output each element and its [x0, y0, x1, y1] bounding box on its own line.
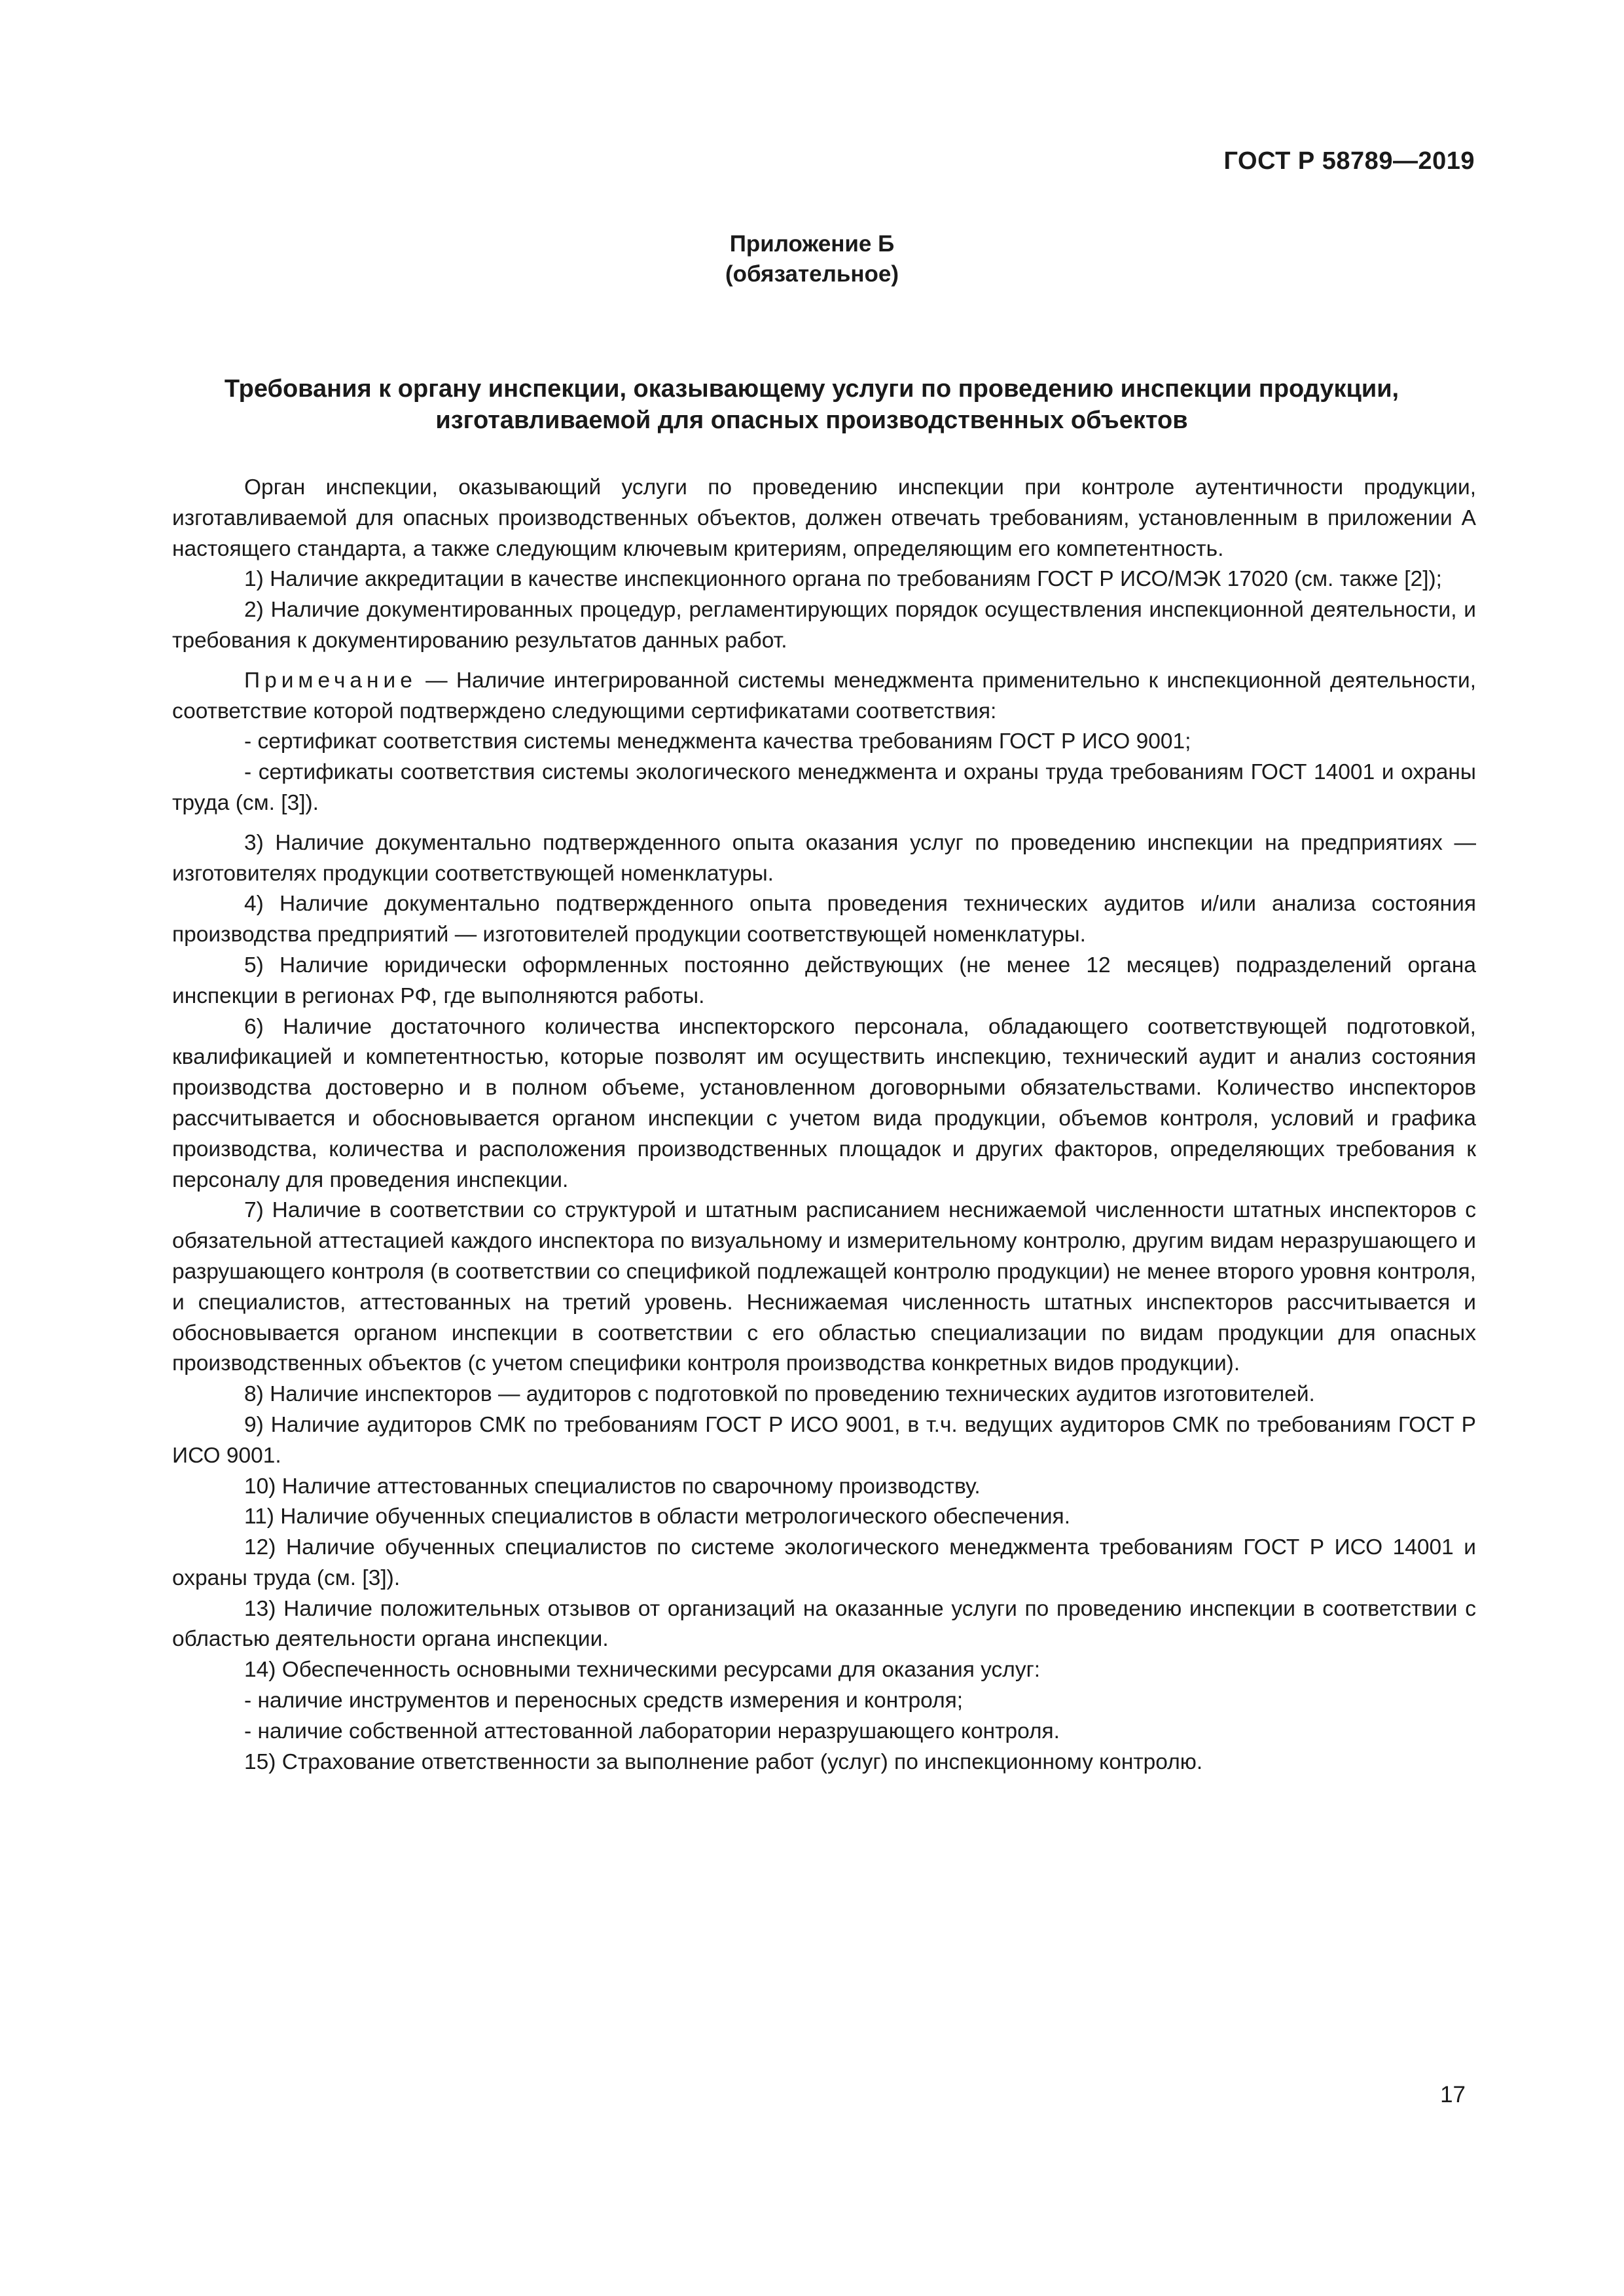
- body-text: [172, 473, 1476, 1777]
- note-paragraph: [172, 666, 1476, 727]
- resource-bullet: - наличие инструментов и переносных средств измерения и контроля;: [244, 1688, 964, 1713]
- requirement-item: 4) Наличие документально подтвержденного опыта проведения технических аудитов и/или анализа состояния производства предприятий — изготовителей продукции соответствующей номенклатуры.: [172, 892, 1476, 947]
- requirement-item: 2) Наличие документированных процедур, регламентирующих порядок осуществления инспекционной деятельности, и требования к документированию результатов данных работ.: [172, 598, 1476, 653]
- annex-status: (обязательное): [725, 261, 899, 287]
- note-text: — Наличие интегрированной системы менеджмента применительно к инспекционной деятельности, соответствие которой подтверждено следующими сертификатами соответствия:: [172, 668, 1476, 723]
- requirement-item: 11) Наличие обученных специалистов в области метрологического обеспечения.: [244, 1504, 1071, 1529]
- note-label: Примечание: [244, 668, 417, 693]
- requirement-item: 12) Наличие обученных специалистов по системе экологического менеджмента требованиям ГОСТ Р ИСО 14001 и охраны труда (см. [3]).: [172, 1535, 1476, 1590]
- requirement-item: 14) Обеспеченность основными техническими ресурсами для оказания услуг:: [244, 1658, 1041, 1683]
- annex-label: Приложение Б: [729, 231, 895, 257]
- standard-code: ГОСТ Р 58789—2019: [1223, 147, 1475, 175]
- section-title: [170, 373, 1453, 436]
- intro-paragraph: Орган инспекции, оказывающий услуги по проведению инспекции при контроле аутентичности продукции, изготавливаемой для опасных производственных объектов, должен отвечать требованиям, установленным в приложении А настоящего стандарта, а также следующим ключевым критериям, определяющим его компетентность.: [172, 475, 1476, 561]
- requirement-item: 3) Наличие документально подтвержденного опыта оказания услуг по проведению инспекции на предприятиях — изготовителях продукции соответствующей номенклатуры.: [172, 830, 1476, 886]
- page-number: 17: [1440, 2082, 1466, 2107]
- requirement-item: 15) Страхование ответственности за выполнение работ (услуг) по инспекционному контролю.: [244, 1749, 1203, 1774]
- requirement-item: 9) Наличие аудиторов СМК по требованиям ГОСТ Р ИСО 9001, в т.ч. ведущих аудиторов СМК по требованиям ГОСТ Р ИСО 9001.: [172, 1412, 1476, 1468]
- note-bullet: - сертификаты соответствия системы экологического менеджмента и охраны труда требованиям ГОСТ 14001 и охраны труда (см. [3]).: [172, 760, 1476, 815]
- requirement-item: 8) Наличие инспекторов — аудиторов с подготовкой по проведению технических аудитов изготовителей.: [244, 1382, 1315, 1407]
- requirement-item: 13) Наличие положительных отзывов от организаций на оказанные услуги по проведению инспекции в соответствии с областью деятельности органа инспекции.: [172, 1596, 1476, 1652]
- section-title-line-2: изготавливаемой для опасных производственных объектов: [435, 407, 1188, 434]
- note-bullet: - сертификат соответствия системы менеджмента качества требованиям ГОСТ Р ИСО 9001;: [244, 729, 1191, 754]
- requirement-item: 5) Наличие юридически оформленных постоянно действующих (не менее 12 месяцев) подразделений органа инспекции в регионах РФ, где выполняются работы.: [172, 953, 1476, 1008]
- requirement-item: 1) Наличие аккредитации в качестве инспекционного органа по требованиям ГОСТ Р ИСО/МЭК 17020 (см. также [2]);: [244, 567, 1442, 592]
- annex-heading: [0, 229, 1624, 289]
- note-block: [172, 666, 1476, 819]
- requirement-item: 10) Наличие аттестованных специалистов по сварочному производству.: [244, 1474, 981, 1499]
- resource-bullet: - наличие собственной аттестованной лаборатории неразрушающего контроля.: [244, 1719, 1060, 1743]
- section-title-line-1: Требования к органу инспекции, оказывающему услуги по проведению инспекции продукции,: [224, 375, 1399, 403]
- requirement-item: 6) Наличие достаточного количества инспекторского персонала, обладающего соответствующей подготовкой, квалификацией и компетентностью, которые позволят им осуществить инспекцию, технический аудит и анализ состояния производства достоверно и в полном объеме, установленном договорными обязательствами. Количество инспекторов рассчитывается и обосновывается органом инспекции с учетом вида продукции, объемов контроля, условий и графика производства, количества и расположения производственных площадок и других факторов, определяющих требования к персоналу для проведения инспекции.: [172, 1014, 1476, 1192]
- requirement-item: 7) Наличие в соответствии со структурой и штатным расписанием неснижаемой численности штатных инспекторов с обязательной аттестацией каждого инспектора по визуальному и измерительному контролю, другим видам неразрушающего и разрушающего контроля (в соответствии со спецификой подлежащей контролю продукции) не менее второго уровня контроля, и специалистов, аттестованных на третий уровень. Неснижаемая численность штатных инспекторов рассчитывается и обосновывается органом инспекции в соответствии с его областью специализации по видам продукции для опасных производственных объектов (с учетом специфики контроля производства конкретных видов продукции).: [172, 1198, 1476, 1376]
